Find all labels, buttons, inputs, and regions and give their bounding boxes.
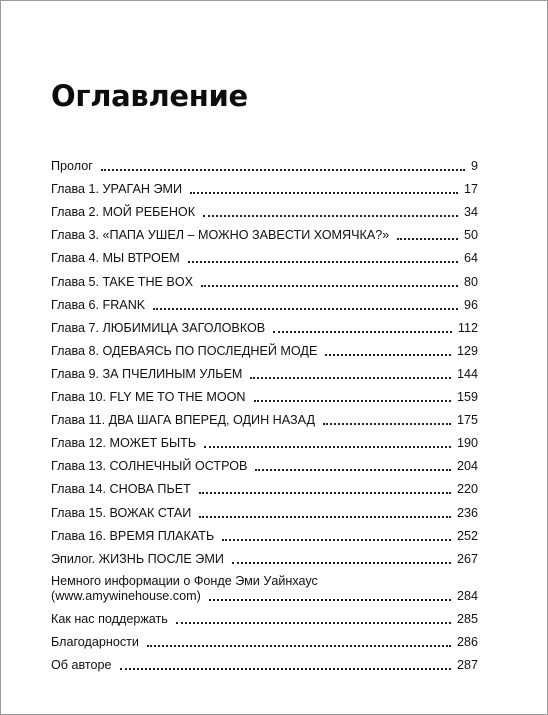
dot-leader — [273, 331, 452, 333]
toc-entry[interactable] — [51, 174, 478, 197]
toc-page-number: 50 — [463, 228, 478, 243]
dot-leader — [204, 446, 451, 448]
dot-leader — [199, 492, 451, 494]
dot-leader — [209, 599, 451, 601]
dot-leader — [201, 285, 458, 287]
dot-leader — [397, 238, 458, 240]
toc-page-number: 284 — [456, 588, 478, 603]
toc-entry-label: Глава 14. СНОВА ПЬЕТ — [51, 482, 191, 497]
toc-entry-label-line2: (www.amywinehouse.com) — [51, 588, 201, 603]
dot-leader — [101, 169, 465, 171]
toc-page-number: 34 — [463, 205, 478, 220]
toc-entry-label: Как нас поддержать — [51, 611, 168, 626]
dot-leader — [323, 423, 451, 425]
dot-leader — [147, 645, 451, 647]
toc-entry-label: Глава 11. ДВА ШАГА ВПЕРЕД, ОДИН НАЗАД — [51, 413, 315, 428]
toc-entry-label: Глава 9. ЗА ПЧЕЛИНЫМ УЛЬЕМ — [51, 366, 243, 381]
toc-entry-label: Глава 13. СОЛНЕЧНЫЙ ОСТРОВ — [51, 459, 248, 474]
toc-page-number: 80 — [463, 274, 478, 289]
toc-entry[interactable] — [51, 336, 478, 359]
toc-entry[interactable] — [51, 151, 478, 174]
toc-page-number: 285 — [456, 611, 478, 626]
toc-entry-label: Немного информации о Фонде Эми Уайнхаус — [51, 573, 318, 588]
toc-entry[interactable] — [51, 405, 478, 428]
dot-leader — [176, 622, 451, 624]
dot-leader — [222, 539, 451, 541]
toc-entry-label: Глава 1. УРАГАН ЭМИ — [51, 182, 183, 197]
dot-leader — [120, 668, 451, 670]
toc-page-number: 236 — [456, 505, 478, 520]
toc-entry-label: Глава 15. ВОЖАК СТАИ — [51, 505, 192, 520]
toc-entry-label: Глава 4. МЫ ВТРОЕМ — [51, 251, 180, 266]
toc-entry[interactable] — [51, 220, 478, 243]
toc-entry[interactable] — [51, 266, 478, 289]
toc-entry[interactable] — [51, 451, 478, 474]
toc-entry-label: Глава 7. ЛЮБИМИЦА ЗАГОЛОВКОВ — [51, 320, 266, 335]
toc-entry[interactable] — [51, 382, 478, 405]
toc-entry[interactable] — [51, 567, 478, 604]
dot-leader — [153, 308, 458, 310]
toc-page-number: 252 — [456, 528, 478, 543]
toc-page-number: 190 — [456, 436, 478, 451]
toc-entry[interactable] — [51, 359, 478, 382]
toc-entry[interactable] — [51, 604, 478, 627]
toc-page-number: 204 — [456, 459, 478, 474]
toc-entry-second-line — [51, 589, 478, 604]
toc-entry[interactable] — [51, 290, 478, 313]
toc-entry-label: Глава 5. TAKE THE BOX — [51, 274, 194, 289]
toc-page-number: 175 — [456, 413, 478, 428]
toc-entry[interactable] — [51, 474, 478, 497]
toc-entry-label: Глава 3. «ПАПА УШЕЛ – МОЖНО ЗАВЕСТИ ХОМЯЧКА?» — [51, 228, 390, 243]
toc-page-number: 112 — [457, 320, 478, 335]
toc-entry-label: Глава 12. МОЖЕТ БЫТЬ — [51, 436, 197, 451]
dot-leader — [190, 192, 458, 194]
toc-entry-label: Пролог — [51, 159, 93, 174]
dot-leader — [203, 215, 458, 217]
toc-entry[interactable] — [51, 243, 478, 266]
toc-page-number: 220 — [456, 482, 478, 497]
toc-page-number: 64 — [463, 251, 478, 266]
toc-entry-label: Благодарности — [51, 634, 139, 649]
toc-page-number: 286 — [456, 634, 478, 649]
toc-entry-label: Глава 2. МОЙ РЕБЕНОК — [51, 205, 196, 220]
toc-entry-label: Эпилог. ЖИЗНЬ ПОСЛЕ ЭМИ — [51, 551, 224, 566]
toc-page-number: 144 — [456, 366, 478, 381]
dot-leader — [232, 562, 451, 564]
dot-leader — [199, 516, 451, 518]
toc-entry[interactable] — [51, 497, 478, 520]
toc-entry-label: Глава 10. FLY ME TO THE MOON — [51, 390, 246, 405]
dot-leader — [254, 400, 451, 402]
toc-entry[interactable] — [51, 650, 478, 673]
toc-page-number: 129 — [456, 343, 478, 358]
toc-page-number: 267 — [456, 551, 478, 566]
toc-entry[interactable] — [51, 197, 478, 220]
toc-entry[interactable] — [51, 313, 478, 336]
table-of-contents — [51, 151, 478, 673]
dot-leader — [188, 261, 458, 263]
toc-entry-label: Глава 8. ОДЕВАЯСЬ ПО ПОСЛЕДНЕЙ МОДЕ — [51, 343, 318, 358]
dot-leader — [250, 377, 451, 379]
toc-page-number: 96 — [463, 297, 478, 312]
toc-entry[interactable] — [51, 544, 478, 567]
toc-entry-label: Глава 6. FRANK — [51, 297, 146, 312]
toc-entry[interactable] — [51, 428, 478, 451]
toc-entry-label: Глава 16. ВРЕМЯ ПЛАКАТЬ — [51, 528, 215, 543]
toc-page-number: 159 — [456, 390, 478, 405]
toc-entry[interactable] — [51, 627, 478, 650]
dot-leader — [325, 354, 451, 356]
toc-page-number: 17 — [463, 182, 478, 197]
toc-page-number: 287 — [456, 657, 478, 672]
page-title: Оглавление — [51, 79, 248, 113]
toc-entry-label: Об авторе — [51, 657, 112, 672]
toc-entry[interactable] — [51, 521, 478, 544]
dot-leader — [255, 469, 451, 471]
toc-page-number: 9 — [470, 159, 478, 174]
